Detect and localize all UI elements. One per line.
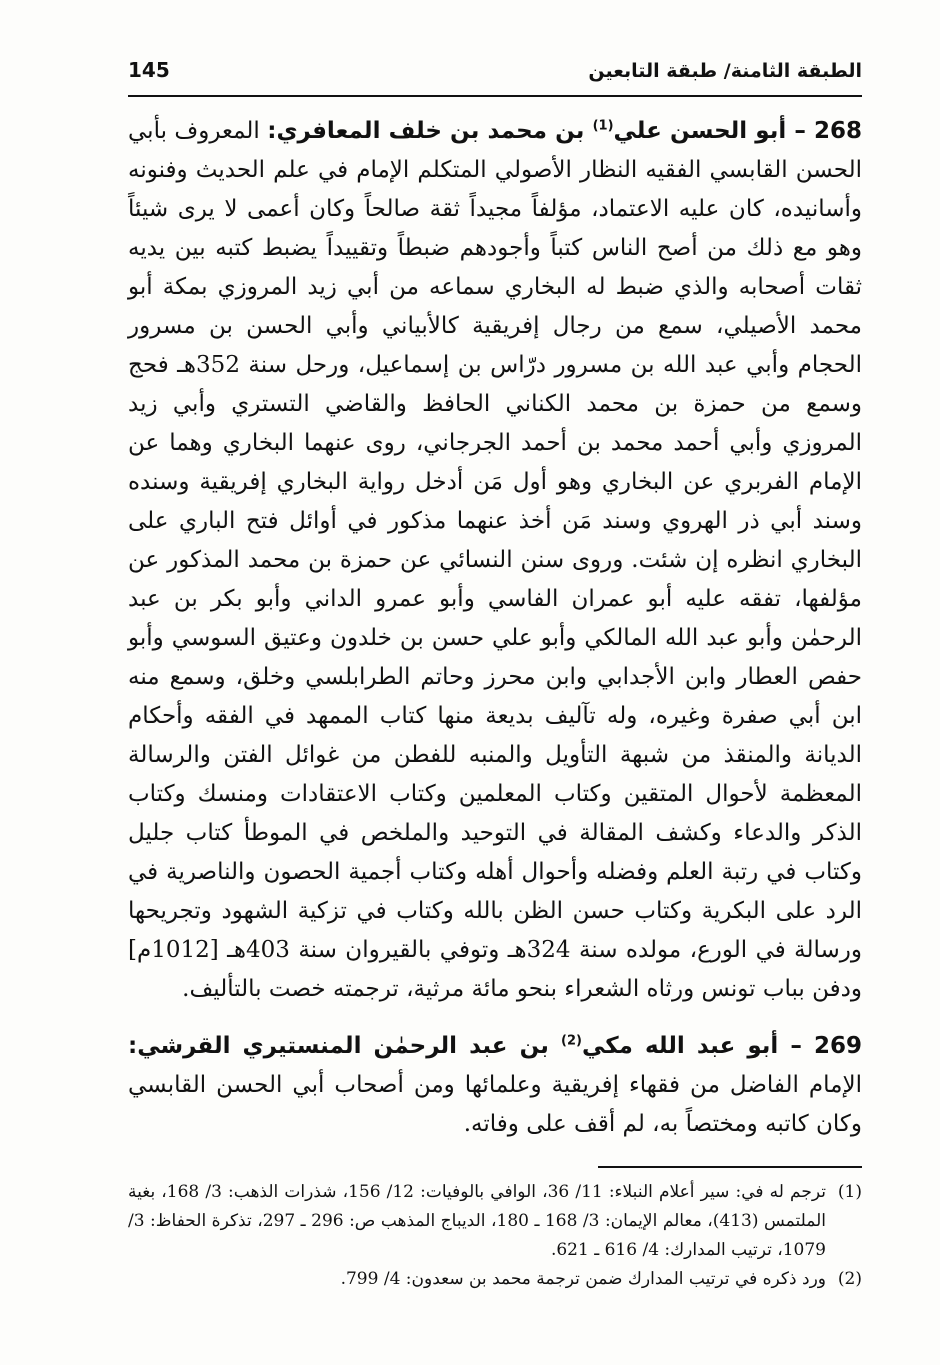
- entry-number-name: 268 – أبو الحسن علي: [613, 118, 862, 144]
- footnotes: [128, 1178, 862, 1294]
- footnote-ref: (2): [561, 1033, 582, 1049]
- footnote-ref: (1): [592, 118, 614, 134]
- footnote-1: [128, 1178, 862, 1265]
- entry-268: [128, 112, 862, 1009]
- page-number: 145: [128, 58, 170, 82]
- entry-heading: [128, 1033, 862, 1059]
- entry-text: الإمام الفاضل من فقهاء إفريقية وعلمائها ومن أصحاب أبي الحسن القابسي وكان كاتبه ومختصاً به، لم أقف على وفاته.: [128, 1072, 862, 1137]
- footnote-2: [128, 1265, 862, 1294]
- main-text: [128, 112, 862, 1144]
- entry-heading: [267, 118, 862, 144]
- entry-text: المعروف بأبي الحسن القابسي الفقيه النظار الأصولي المتكلم الإمام في علم الحديث وفنونه وأسانيده، كان عليه الاعتماد، مؤلفاً مجيداً ثقة صالحاً وكان أعمى لا يرى شيئاً وهو مع ذلك من أصح الناس كتباً وأجودهم ضبطاً وتقييداً يضبط كتبه بين يديه ثقات أصحابه والذي ضبط له البخاري سماعه من أبي زيد المروزي بمكة أبو محمد الأصيلي، سمع من رجال إفريقية كالأبياني وأبي الحسن بن مسرور الحجام وأبي عبد الله بن مسرور درّاس بن إسماعيل، ورحل سنة 352هـ فحج وسمع من حمزة بن محمد الكناني الحافظ والقاضي التستري وأبي زيد المروزي وأبي أحمد محمد بن أحمد الجرجاني، روى عنهما البخاري وهما عن الإمام الفربري عن البخاري وهو أول مَن أدخل رواية البخاري إفريقية وسنده وسند أبي ذر الهروي وسند مَن أخذ عنهما مذكور في أوائل فتح الباري على البخاري انظره إن شئت. وروى سنن النسائي عن حمزة بن محمد المذكور عن مؤلفها، تفقه عليه أبو عمران الفاسي وأبو عمرو الداني وأبو بكر بن عبد الرحمٰن وأبو عبد الله المالكي وأبو علي حسن بن خلدون وعتيق السوسي وأبو حفص العطار وابن الأجدابي وابن محرز وحاتم الطرابلسي وخلق، وسمع منه ابن أبي صفرة وغيره، وله تآليف بديعة منها كتاب الممهد في الفقه وأحكام الديانة والمنقذ من شبهة التأويل والمنبه للفطن من غوائل الفتن والرسالة المعظمة لأحوال المتقين وكتاب المعلمين وكتاب الاعتقادات ومنسك وكتاب الذكر والدعاء وكشف المقالة في التوحيد والملخص في الموطأ كتاب جليل وكتاب في رتبة العلم وفضله وأحوال أهله وكتاب أجمية الحصون والناصرية في الرد على البكرية وكتاب حسن الظن بالله وكتاب في تزكية الشهود وتجريحها ورسالة في الورع، مولده سنة 324هـ وتوفي بالقيروان سنة 403هـ [1012م] ودفن بباب تونس ورثاه الشعراء بنحو مائة مرثية، ترجمته خصت بالتأليف.: [128, 118, 863, 1002]
- footnote-number: (1): [837, 1182, 862, 1202]
- footnote-rule: [598, 1166, 862, 1168]
- entry-number-name: 269 – أبو عبد الله مكي: [581, 1033, 862, 1059]
- header-rule: [128, 95, 862, 97]
- footnote-number: (2): [837, 1269, 862, 1289]
- running-header: [128, 58, 862, 82]
- entry-name-rest: بن محمد بن خلف المعافري:: [267, 118, 593, 144]
- entry-name-rest: بن عبد الرحمٰن المنستيري القرشي:: [128, 1033, 562, 1059]
- footnote-text: ترجم له في: سير أعلام النبلاء: 11/ 36، الوافي بالوفيات: 12/ 156، شذرات الذهب: 3/ 168، بغية الملتمس (413)، معالم الإيمان: 3/ 168 ـ 180، الديباج المذهب ص: 296 ـ 297، تذكرة الحفاظ: 3/ 1079، ترتيب المدارك: 4/ 616 ـ 621.: [128, 1182, 826, 1260]
- entry-269: [128, 1027, 862, 1144]
- footnote-text: ورد ذكره في ترتيب المدارك ضمن ترجمة محمد بن سعدون: 4/ 799.: [340, 1269, 826, 1289]
- header-title: الطبقة الثامنة/ طبقة التابعين: [588, 60, 862, 82]
